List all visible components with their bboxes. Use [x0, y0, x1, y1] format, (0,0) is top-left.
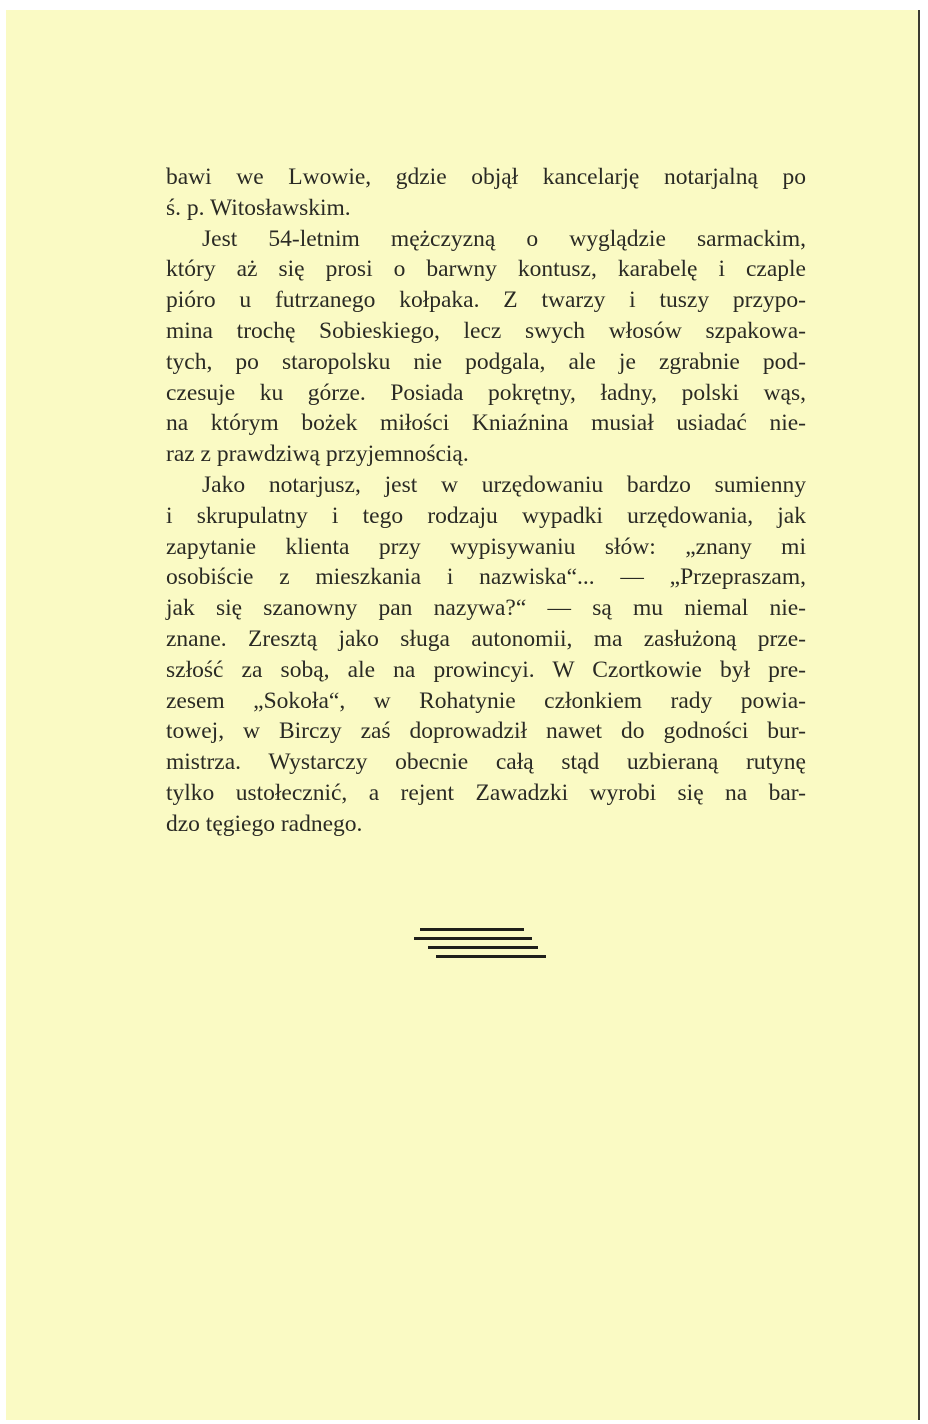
ornament-rule [436, 955, 546, 958]
ornament-rule [420, 928, 524, 931]
text-line: zapytanie klienta przy wypisywaniu słów: „znany mi [166, 533, 806, 560]
text-line: i skrupulatny i tego rodzaju wypadki urzędowania, jak [166, 502, 806, 529]
text-line: czesuje ku górze. Posiada pokrętny, ładny, polski wąs, [166, 379, 806, 406]
text-line: tych, po staropolsku nie podgala, ale je zgrabnie pod- [166, 348, 806, 375]
ornament-rule [414, 937, 532, 940]
section-end-ornament [414, 928, 546, 964]
text-line: osobiście z mieszkania i nazwiska“... — „Przepraszam, [166, 564, 806, 591]
text-line: towej, w Birczy zaś doprowadził nawet do godności bur- [166, 718, 806, 745]
body-text [166, 162, 806, 840]
text-line: szłość za sobą, ale na prowincyi. W Czortkowie był pre- [166, 656, 806, 683]
text-line: dzo tęgiego radnego. [166, 810, 363, 837]
text-line: Jest 54-letnim mężczyzną o wyglądzie sarmackim, [202, 225, 806, 252]
ornament-rule [428, 946, 538, 949]
text-line: Jako notarjusz, jest w urzędowaniu bardzo sumienny [202, 471, 806, 498]
text-line: mina trochę Sobieskiego, lecz swych włosów szpakowa- [166, 317, 806, 344]
text-line: na którym bożek miłości Kniaźnina musiał usiadać nie- [166, 410, 806, 437]
text-line: raz z prawdziwą przyjemnością. [166, 441, 469, 468]
text-line: mistrza. Wystarczy obecnie całą stąd uzbieraną rutynę [166, 749, 806, 776]
book-page [6, 10, 920, 1420]
text-line: tylko ustołecznić, a rejent Zawadzki wyrobi się na bar- [166, 779, 806, 806]
text-line: bawi we Lwowie, gdzie objął kancelarję notarjalną po [166, 164, 806, 190]
text-line: pióro u futrzanego kołpaka. Z twarzy i tuszy przypo- [166, 287, 806, 314]
text-line: ś. p. Witosławskim. [166, 194, 351, 221]
text-line: znane. Zresztą jako sługa autonomii, ma zasłużoną prze- [166, 625, 806, 652]
text-line: zesem „Sokoła“, w Rohatynie członkiem rady powia- [166, 687, 806, 714]
text-line: który aż się prosi o barwny kontusz, karabelę i czaple [166, 256, 806, 283]
text-line: jak się szanowny pan nazywa?“ — są mu niemal nie- [166, 595, 806, 622]
